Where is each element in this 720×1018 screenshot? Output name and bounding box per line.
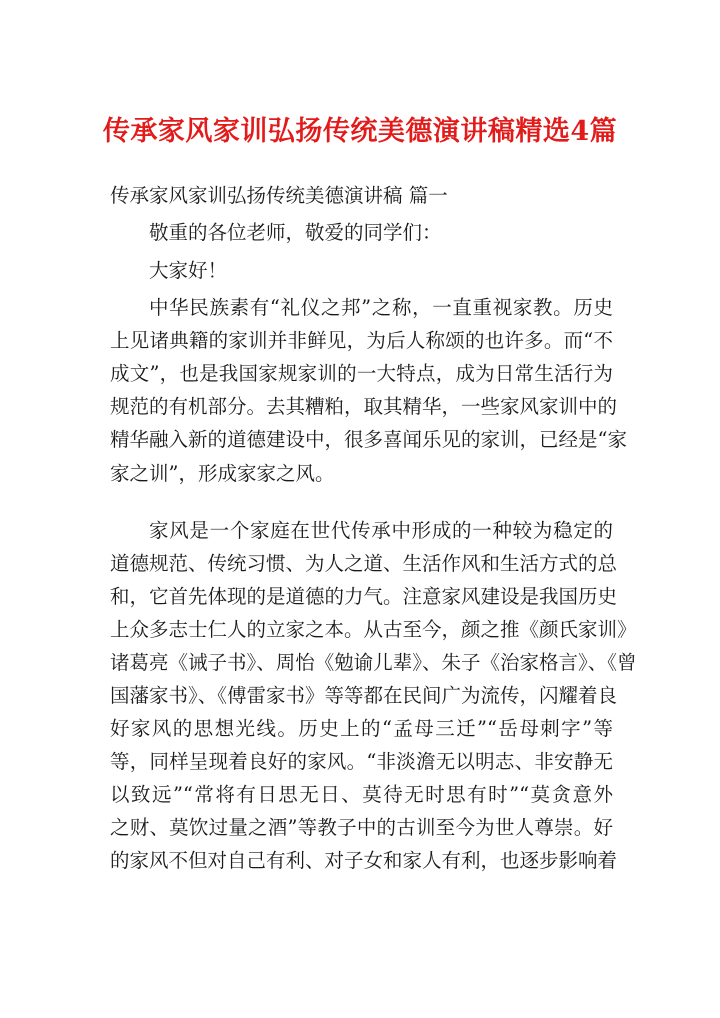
body-text-line: 道德规范、传统习惯、为人之道、生活作风和生活方式的总	[110, 552, 618, 575]
section-heading: 传承家风家训弘扬传统美德演讲稿 篇一	[110, 184, 448, 207]
body-text-line: 诸葛亮《诫子书》、周怡《勉谕儿辈》、朱子《治家格言》、《曾	[110, 651, 637, 674]
body-text-line: 的家风不但对自己有利、对子女和家人有利，也逐步影响着	[110, 849, 618, 872]
body-text-line: 家之训”，形成家家之风。	[110, 462, 335, 485]
body-text-line: 好家风的思想光线。历史上的“孟母三迁”“岳母刺字”等	[110, 717, 613, 740]
salutation-line: 敬重的各位老师，敬爱的同学们：	[149, 221, 442, 244]
body-text-line: 上见诸典籍的家训并非鲜见，为后人称颂的也许多。而“不	[110, 329, 613, 352]
greeting-line: 大家好！	[149, 259, 228, 282]
body-text-line: 中华民族素有“礼仪之邦”之称，一直重视家教。历史	[149, 296, 613, 319]
body-text-line: 和，它首先体现的是道德的力气。注意家风建设是我国历史	[110, 585, 618, 608]
body-text-line: 精华融入新的道德建设中，很多喜闻乐见的家训，已经是“家	[110, 428, 627, 451]
body-text-line: 国藩家书》、《傅雷家书》等等都在民间广为流传，闪耀着良	[110, 684, 618, 707]
body-text-line: 规范的有机部分。去其糟粕，取其精华，一些家风家训中的	[110, 395, 618, 418]
body-text-line: 家风是一个家庭在世代传承中形成的一种较为稳定的	[149, 519, 613, 542]
body-text-line: 以致远”“常将有日思无日、莫待无时思有时”“莫贪意外	[110, 783, 613, 806]
body-text-line: 之财、莫饮过量之酒”等教子中的古训至今为世人尊崇。好	[110, 816, 613, 839]
body-text-line: 等，同样呈现着良好的家风。“非淡澹无以明志、非安静无	[110, 750, 613, 773]
body-text-line: 成文”，也是我国家规家训的一大特点，成为日常生活行为	[110, 362, 613, 385]
document-title: 传承家风家训弘扬传统美德演讲稿精选4篇	[102, 116, 618, 147]
body-text-line: 上众多志士仁人的立家之本。从古至今，颜之推《颜氏家训》	[110, 618, 637, 641]
